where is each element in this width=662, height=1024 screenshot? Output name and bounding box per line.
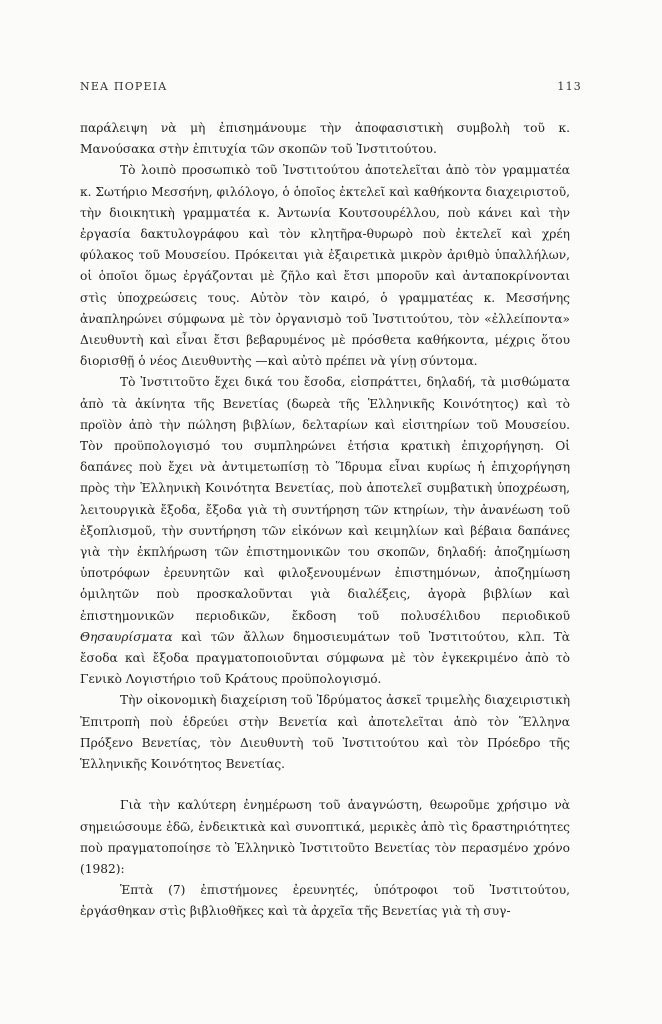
running-header <box>80 80 582 93</box>
running-title: ΝΕΑ ΠΟΡΕΙΑ <box>80 80 168 93</box>
paragraph-4: Τὴν οἰκονομικὴ διαχείριση τοῦ Ἱδρύματος ἀσκεῖ τριμελὴς διαχειριστικὴ Ἐπιτροπὴ ποὺ ἑδρεύει στὴν Βενετία καὶ ἀποτελεῖται ἀπὸ τὸν Ἕλληνα Πρόξενο Βενετίας, τὸν Διευθυντὴ τοῦ Ἰνστιτούτου καὶ τὸν Πρόεδρο τῆς Ἑλληνικῆς Κοινότητος Βενετίας. <box>80 693 570 772</box>
paragraph-2: Τὸ λοιπὸ προσωπικὸ τοῦ Ἰνστιτούτου ἀποτελεῖται ἀπὸ τὸν γραμματέα κ. Σωτήριο Μεσσήνη, φιλόλογο, ὁ ὁποῖος ἐκτελεῖ καὶ καθήκοντα διαχειριστοῦ, τὴν διοικητικὴ γραμματέα κ. Ἀντωνία Κουτσουρέλλου, ποὺ κάνει καὶ τὴν ἐργασία δακτυλογράφου καὶ τὸν κλητῆρα-θυρωρὸ ποὺ ἐκτελεῖ καὶ χρέη φύλακος τοῦ Μουσείου. Πρόκειται γιὰ ἐξαιρετικὰ μικρὸν ἀριθμὸ ὑπαλλήλων, οἱ ὁποῖοι ὅμως ἐργάζονται μὲ ζῆλο καὶ ἔτσι μποροῦν καὶ ἀνταποκρίνονται στὶς ὑποχρεώσεις τους. Αὐτὸν τὸν καιρό, ὁ γραμματέας κ. Μεσσήνης ἀναπληρώνει σύμφωνα μὲ τὸν ὀργανισμὸ τοῦ Ἰνστιτούτου, τὸν «ἐλλείποντα» Διευθυντὴ καὶ εἶναι ἔτσι βεβαρυμένος μὲ πρόσθετα καθήκοντα, μέχρις ὅτου διορισθῇ ὁ νέος Διευθυντὴς —καὶ αὐτὸ πρέπει νὰ γίνῃ σύντομα. <box>80 163 570 369</box>
page-number: 113 <box>557 80 582 93</box>
paragraph-5: Γιὰ τὴν καλύτερη ἐνημέρωση τοῦ ἀναγνώστη, θεωροῦμε χρήσιμο νὰ σημειώσουμε ἐδῶ, ἐνδεικτικὰ καὶ συνοπτικά, μερικὲς ἀπὸ τὶς δραστηριότητες ποὺ πραγματοποίησε τὸ Ἑλληνικὸ Ἰνστιτοῦτο Βενετίας τὸν περασμένο χρόνο (1982): <box>80 798 570 876</box>
journal-title-thesaurismata: Θησαυρίσματα <box>80 629 173 644</box>
paragraph-3 <box>80 372 570 690</box>
paragraph-gap <box>80 775 570 795</box>
paragraph-3-text-a: Τὸ Ἰνστιτοῦτο ἔχει δικά του ἔσοδα, εἰσπράττει, δηλαδή, τὰ μισθώματα ἀπὸ τὰ ἀκίνητα τῆς Βενετίας (δωρεὰ τῆς Ἑλληνικῆς Κοινότητος) καὶ τὸ προϊὸν ἀπὸ τὴν πώληση βιβλίων, δελταρίων καὶ εἰσιτηρίων τοῦ Μουσείου. Τὸν προϋπολογισμό του συμπληρώνει ἐτήσια κρατικὴ ἐπιχορήγηση. Οἱ δαπάνες ποὺ ἔχει νὰ ἀντιμετωπίσῃ τὸ Ἵδρυμα εἶναι κυρίως ἡ ἐπιχορήγηση πρὸς τὴν Ἑλληνικὴ Κοινότητα Βενετίας, ποὺ ἀποτελεῖ συμβατικὴ ὑποχρέωση, λειτουργικὰ ἔξοδα, ἔξοδα γιὰ τὴ συντήρηση τῶν κτηρίων, τὴν ἀνανέωση τοῦ ἐξοπλισμοῦ, τὴν συντήρηση τῶν εἰκόνων καὶ κειμηλίων καὶ βέβαια δαπάνες γιὰ τὴν ἐκπλήρωση τῶν ἐπιστημονικῶν του σκοπῶν, δηλαδή: ἀποζημίωση ὑποτρόφων ἐρευνητῶν καὶ φιλοξενουμένων ἐπιστημόνων, ἀποζημίωση ὁμιλητῶν ποὺ προσκαλοῦνται γιὰ διαλέξεις, ἀγορὰ βιβλίων καὶ ἐπιστημονικῶν περιοδικῶν, ἔκδοση τοῦ πολυσέλιδου περιοδικοῦ <box>80 375 570 623</box>
article-body <box>80 118 570 923</box>
paragraph-6: Ἑπτὰ (7) ἐπιστήμονες ἐρευνητές, ὑπότροφοι τοῦ Ἰνστιτούτου, ἐργάσθηκαν στὶς βιβλιοθῆκες καὶ τὰ ἀρχεῖα τῆς Βενετίας γιὰ τὴ συγ- <box>80 883 570 919</box>
paragraph-3-text-b: καὶ τῶν ἄλλων δημοσιευμάτων τοῦ Ἰνστιτούτου, κλπ. Τὰ ἔσοδα καὶ ἔξοδα πραγματοποιοῦνται σύμφωνα μὲ τὸν ἐγκεκριμένο ἀπὸ τὸ Γενικὸ Λογιστήριο τοῦ Κράτους προϋπολογισμό. <box>80 629 571 687</box>
paragraph-1: παράλειψη νὰ μὴ ἐπισημάνουμε τὴν ἀποφασιστικὴ συμβολὴ τοῦ κ. Μανούσακα στὴν ἐπιτυχία τῶν σκοπῶν τοῦ Ἰνστιτούτου. <box>80 121 570 157</box>
